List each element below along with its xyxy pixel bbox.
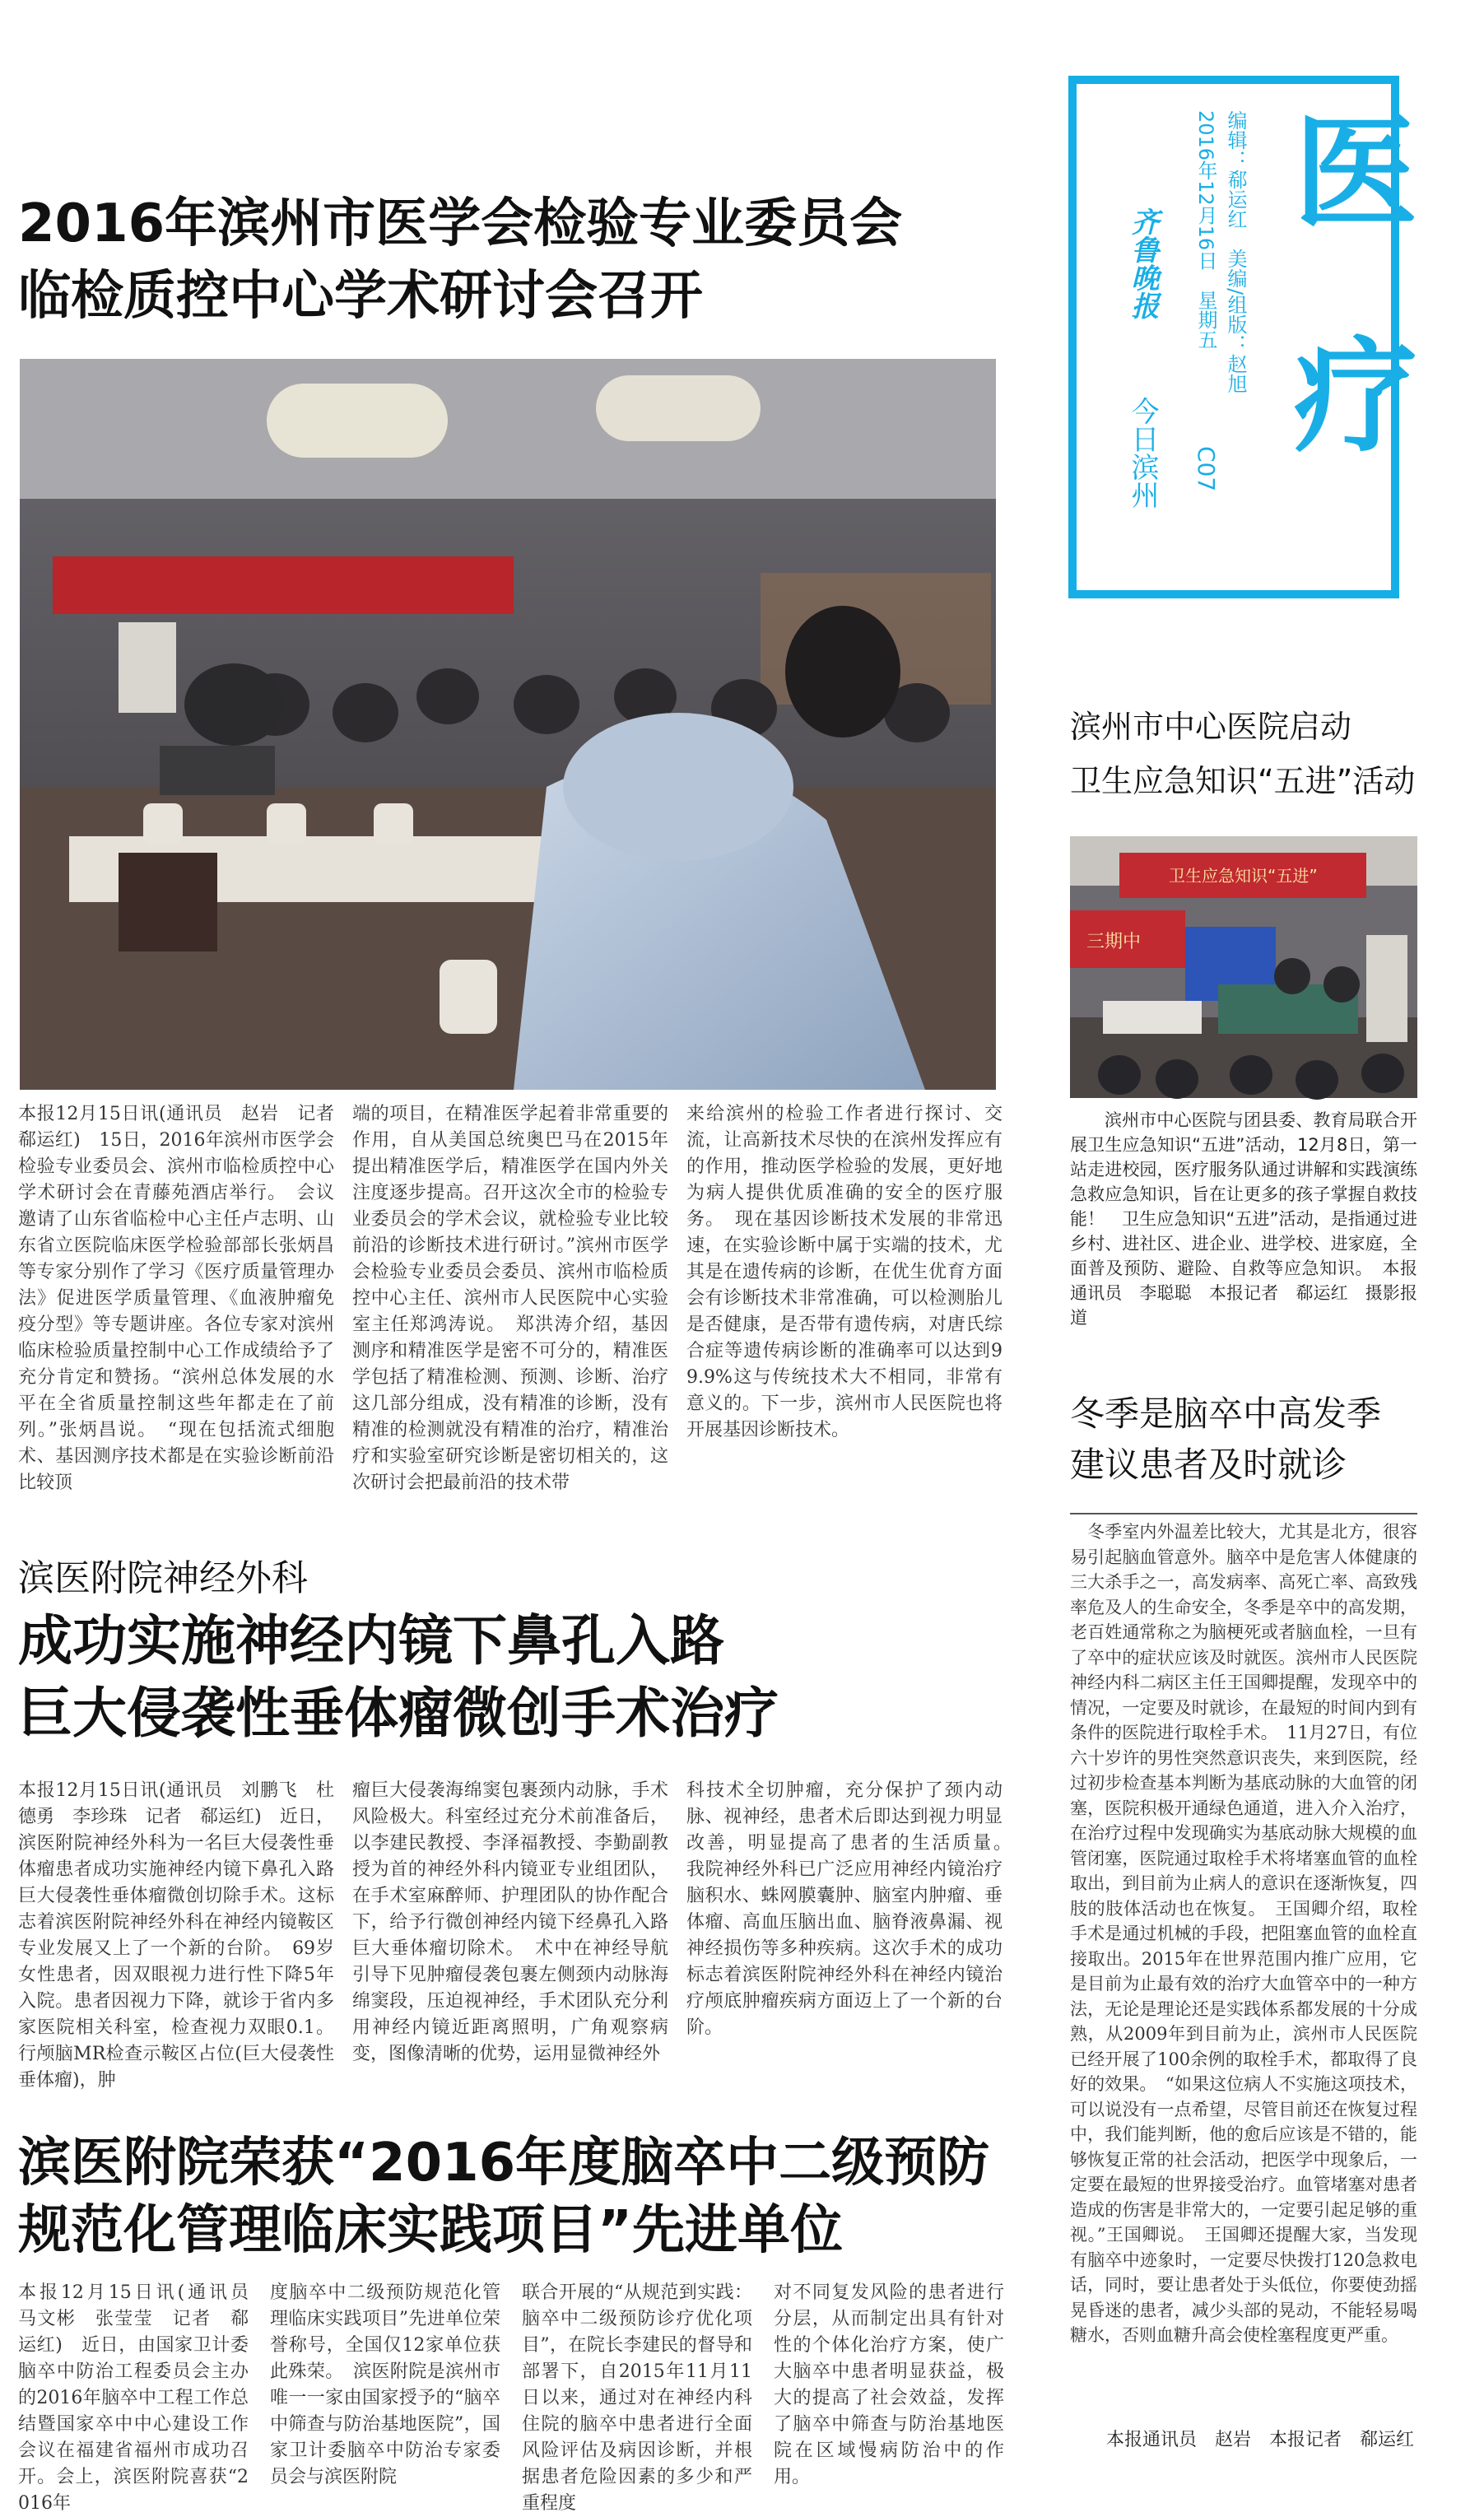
article5-title-line1: 冬季是脑卒中高发季	[1070, 1393, 1382, 1434]
article1-column-3: 来给滨州的检验工作者进行探讨、交流，让高新技术尽快的在滨州发挥应有的作用，推动医学检验的发展，更好地为病人提供优质准确的安全的医疗服务。 现在基因诊断技术发展的非常迅速，在实验诊断中属于实端的技术，尤其是在遗传病的诊断，在优生优育方面会有诊断技术非常准确，可以检测胎儿是否健康，是否带有遗传病，对唐氏综合症等遗传病诊断的准确率可以达到99.9%这与传统技术大不相同，非常有意义的。下一步，滨州市人民医院也将开展基因诊断技术。	[686, 1104, 1003, 1440]
article4-title-line1: 滨州市中心医院启动	[1070, 709, 1352, 745]
page-number: C07	[1193, 446, 1220, 492]
article3-title-line1: 滨医附院荣获“2016年度脑卒中二级预防	[18, 2133, 990, 2194]
article1-title-line1: 2016年滨州市医学会检验专业委员会	[18, 193, 903, 254]
article5-byline: 本报通讯员 赵岩 本报记者 郗运红	[1106, 2430, 1415, 2450]
article2-column-1: 本报12月15日讯(通讯员 刘鹏飞 杜德勇 李珍珠 记者 郗运红) 近日，滨医附院神经外科为一名巨大侵袭性垂体瘤患者成功实施神经内镜下鼻孔入路巨大侵袭性垂体瘤微创切除手术。这标志着滨医附院神经外科在神经内镜鞍区专业发展又上了一个新的台阶。 69岁女性患者，因双眼视力进行性下降5年入院。患者因视力下降，就诊于省内多家医院相关科室，检查视力双眼0.1。行颅脑MR检查示鞍区占位(巨大侵袭性垂体瘤)，肿	[18, 1780, 334, 2091]
article2-column-2: 瘤巨大侵袭海绵窦包裹颈内动脉，手术风险极大。科室经过充分术前准备后，以李建民教授、李泽福教授、李勤副教授为首的神经外科内镜亚专业组团队，在手术室麻醉师、护理团队的协作配合下，给予行微创神经内镜下经鼻孔入路巨大垂体瘤切除术。 术中在神经导航引导下见肿瘤侵袭包裹左侧颈内动脉海绵窦段，压迫视神经，手术团队充分利用神经内镜近距离照明，广角观察病变，图像清晰的优势，运用显微神经外	[352, 1780, 668, 2064]
article3-column-1: 本报12月15日讯(通讯员 马文彬 张莹莹 记者 郗运红) 近日，由国家卫计委脑卒中防治工程委员会主办的2016年脑卒中工程工作总结暨国家卒中中心建设工作会议在福建省福州市成功召开。会上，滨医附院喜获“2016年	[18, 2282, 267, 2514]
article2-kicker: 滨医附院神经外科	[18, 1557, 308, 1599]
photo-banner-text-1: 卫生应急知识“五进”	[1169, 866, 1318, 886]
edition-name: 今日滨州	[1126, 397, 1159, 509]
article5-divider	[1070, 1513, 1417, 1514]
article1-conference-photo	[20, 359, 996, 1090]
conference-hall-image	[20, 359, 996, 1090]
section-header-box	[1068, 76, 1416, 598]
article5-body: 冬季室内外温差比较大，尤其是北方，很容易引起脑血管意外。脑卒中是危害人体健康的三大杀手之一，高发病率、高死亡率、高致残率危及人的生命安全，冬季是卒中的高发期，老百姓通常称之为脑梗死或者脑血栓，一旦有了卒中的症状应该及时就医。滨州市人民医院神经内科二病区主任王国卿提醒，发现卒中的情况，一定要及时就诊，在最短的时间内到有条件的医院进行取栓手术。 11月27日，有位六十岁许的男性突然意识丧失，来到医院，经过初步检查基本判断为基底动脉的大血管的闭塞，医院积极开通绿色通道，进入介入治疗，在治疗过程中发现确实为基底动脉大规模的血管闭塞，医院通过取栓手术将堵塞血管的血栓取出，到目前为止病人的意识在逐渐恢复，四肢的肢体活动也在恢复。 王国卿介绍，取栓手术是通过机械的手段，把阻塞血管的血栓直接取出。2015年在世界范围内推广应用，它是目前为止最有效的治疗大血管卒中的一种方法，无论是理论还是实践体系都发展的十分成熟，从2009年到目前为止，滨州市人民医院已经开展了100余例的取栓手术，都取得了良好的效果。 “如果这位病人不实施这项技术，可以说没有一点希望，尽管目前还在恢复过程中，我们能判断，他的愈后应该是不错的，能够恢复正常的社会活动，把医学中现象后，一定要在最短的世界接受治疗。血管堵塞对患者造成的伤害是非常大的，一定要引起足够的重视。”王国卿说。 王国卿还提醒大家，当发现有脑卒中迹象时，一定要尽快拨打120急救电话，同时，要让患者处于头低位，你要使劲摇晃昏迷的患者，减少头部的晃动，不能轻易喝糖水，否则血糖升高会使栓塞程度更严重。	[1070, 1522, 1417, 2345]
first-aid-training-image	[1070, 836, 1417, 1098]
article3-column-2: 度脑卒中二级预防规范化管理临床实践项目”先进单位荣誉称号，全国仅12家单位获此殊荣。 滨医附院是滨州市唯一一家由国家授予的“脑卒中筛查与防治基地医院”，国家卫计委脑卒中防治专家委员会与滨医附院	[270, 2282, 500, 2487]
section-char-1: 医	[1272, 107, 1416, 230]
article3-title-line2: 规范化管理临床实践项目”先进单位	[18, 2200, 844, 2261]
article2-column-3: 科技术全切肿瘤，充分保护了颈内动脉、视神经，患者术后即达到视力明显改善，明显提高了患者的生活质量。 我院神经外科已广泛应用神经内镜治疗脑积水、蛛网膜囊肿、脑室内肿瘤、垂体瘤、高血压脑出血、脑脊液鼻漏、视神经损伤等多种疾病。这次手术的成功标志着滨医附院神经外科在神经内镜治疗颅底肿瘤疾病方面迈上了一个新的台阶。	[686, 1780, 1021, 2038]
article2-title-line1: 成功实施神经内镜下鼻孔入路	[18, 1609, 724, 1673]
article2-title-line2: 巨大侵袭性垂体瘤微创手术治疗	[18, 1682, 779, 1745]
date-line: 2016年12月16日 星期五	[1194, 110, 1217, 350]
article5-title-line2: 建议患者及时就诊	[1070, 1445, 1347, 1485]
section-char-2: 疗	[1272, 331, 1416, 454]
article1-column-1: 本报12月15日讯(通讯员 赵岩 记者 郗运红) 15日，2016年滨州市医学会检验专业委员会、滨州市临检质控中心学术研讨会在青藤苑酒店举行。 会议邀请了山东省临检中心主任卢志明、山东省立医院临床医学检验部部长张炳昌等专家分别作了学习《医疗质量管理办法》促进医学质量管理、《血液肿瘤免疫分型》等专题讲座。各位专家对滨州临床检验质量控制中心工作成绩给予了充分肯定和赞扬。“滨州总体发展的水平在全省质量控制这些年都走在了前列。”张炳昌说。 “现在包括流式细胞术、基因测序技术都是在实验诊断前沿比较顶	[18, 1104, 353, 1493]
article1-column-2: 端的项目，在精准医学起着非常重要的作用，自从美国总统奥巴马在2015年提出精准医学后，精准医学在国内外关注度逐步提高。召开这次全市的检验专业委员会的学术会议，就检验专业比较前沿的诊断技术进行研讨。”滨州市医学会检验专业委员会委员、滨州市临检质控中心主任、滨州市人民医院中心实验室主任郑鸿涛说。 郑洪涛介绍，基因测序和精准医学是密不可分的，精准医学包括了精准检测、预测、诊断、治疗这几部分组成，没有精准的诊断，没有精准的检测就没有精准的治疗，精准治疗和实验室研究诊断是密切相关的，这次研讨会把最前沿的技术带	[352, 1104, 668, 1493]
editor-line: 编辑：郗运红 美编/组版：赵旭	[1224, 110, 1247, 394]
paper-name: 齐鲁晚报	[1126, 207, 1159, 319]
article3-column-3: 联合开展的“从规范到实践：脑卒中二级预防诊疗优化项目”，在院长李建民的督导和部署下，自2015年11月11日以来，通过对在神经内科住院的脑卒中患者进行全面风险评估及病因诊断，并根据患者危险因素的多少和严重程度	[522, 2282, 752, 2514]
article3-column-4: 对不同复发风险的患者进行分层，从而制定出具有针对性的个体化治疗方案，使广大脑卒中患者明显获益，极大的提高了社会效益，发挥了脑卒中筛查与防治基地医院在区域慢病防治中的作用。	[774, 2282, 1004, 2487]
photo-banner-text-2: 三期中	[1086, 932, 1142, 952]
article4-training-photo	[1070, 836, 1417, 1098]
article4-body: 滨州市中心医院与团县委、教育局联合开展卫生应急知识“五进”活动，12月8日，第一站走进校园，医疗服务队通过讲解和实践演练急救应急知识，旨在让更多的孩子掌握自救技能！ 卫生应急知识“五进”活动，是指通过进乡村、进社区、进企业、进学校、进家庭，全面普及预防、避险、自救等应急知识。 本报通讯员 李聪聪 本报记者 郗运红 摄影报道	[1070, 1110, 1417, 1328]
article4-title-line2: 卫生应急知识“五进”活动	[1070, 763, 1416, 799]
article1-title-line2: 临检质控中心学术研讨会召开	[18, 266, 703, 327]
